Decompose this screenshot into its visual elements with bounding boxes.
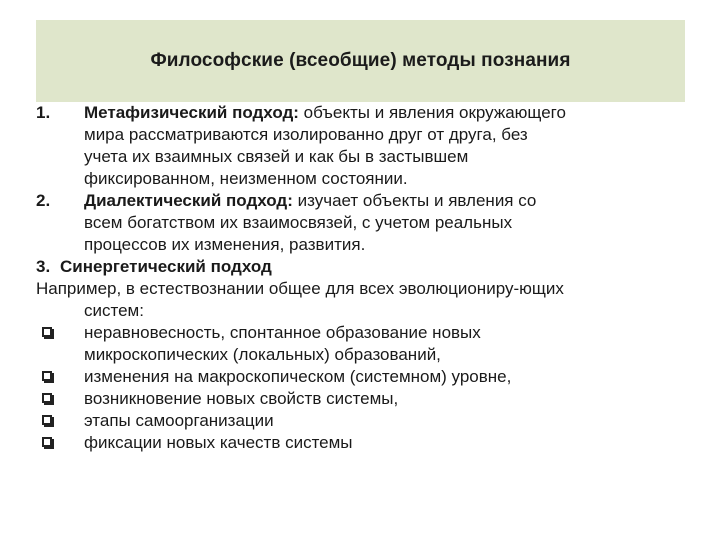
item-term: Синергетический подход: [60, 257, 272, 276]
numbered-item-2: [36, 190, 696, 256]
content: [36, 102, 696, 454]
checkbox-bullet-icon: [36, 410, 84, 432]
checkbox-bullet-icon: [36, 388, 84, 410]
item-text: фиксированном, неизменном состоянии.: [84, 169, 408, 188]
title-bar: [36, 20, 685, 102]
checkbox-bullet-icon: [36, 322, 84, 366]
item-term: Метафизический подход:: [84, 103, 299, 122]
item-term: Диалектический подход:: [84, 191, 293, 210]
list-item-text: этапы самоорганизации: [84, 411, 274, 430]
item-number: 3.: [36, 257, 51, 276]
numbered-item-3: [36, 256, 696, 278]
list-item: [36, 410, 696, 432]
item-text: процессов их изменения, развития.: [84, 235, 366, 254]
item-text: учета их взаимных связей и как бы в застывшем: [84, 147, 469, 166]
item-text: всем богатством их взаимосвязей, с учетом реальных: [84, 213, 513, 232]
list-item-text: изменения на макроскопическом (системном) уровне,: [84, 367, 512, 386]
checkbox-bullet-icon: [36, 432, 84, 454]
item-text: изучает объекты и явления со: [292, 191, 537, 210]
example-intro: Например, в естествознании общее для всех эволюциониру-ющих: [36, 279, 564, 298]
list-item: [36, 388, 696, 410]
item-number: 2.: [36, 191, 51, 210]
slide-title: Философские (всеобщие) методы познания: [150, 50, 571, 71]
item-text: мира рассматриваются изолированно друг от друга, без: [84, 125, 528, 144]
list-item: [36, 322, 696, 366]
list-item-text: неравновесность, спонтанное образование новых: [84, 323, 481, 342]
list-item-text: фиксации новых качеств системы: [84, 433, 353, 452]
example-intro-cont: систем:: [84, 301, 144, 320]
item-text: объекты и явления окружающего: [298, 103, 566, 122]
numbered-item-1: [36, 102, 696, 190]
list-item: [36, 432, 696, 454]
item-number: 1.: [36, 103, 51, 122]
checkbox-bullet-icon: [36, 366, 84, 388]
list-item-text: возникновение новых свойств системы,: [84, 389, 399, 408]
list-item: [36, 366, 696, 388]
list-item-text: микроскопических (локальных) образований,: [84, 345, 441, 364]
